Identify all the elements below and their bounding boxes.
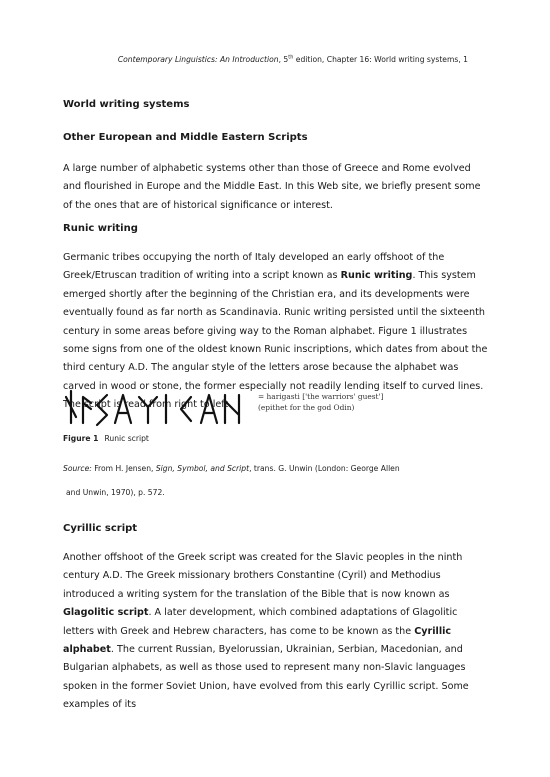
cyrillic-term: Cyrillic alphabet	[63, 625, 452, 656]
intro-paragraph-block	[63, 160, 488, 215]
figure-gloss	[258, 392, 383, 413]
figure-gloss-line1: = harigasti ['the warriors' guest']	[258, 392, 384, 401]
header-book-title: Contemporary Linguistics: An Introduction	[117, 55, 279, 64]
running-header: Contemporary Linguistics: An Introduction, 5th edition, Chapter 16: World writing systems, 1	[117, 54, 468, 64]
glagolitic-term: Glagolitic script	[63, 607, 149, 619]
runic-text-a: Germanic tribes occupying the north of Italy developed an early offshoot of the Greek/Etruscan tradition of writing into a script known as	[63, 252, 445, 282]
figure-source-line1	[63, 464, 400, 474]
runic-inscription-image	[65, 389, 250, 427]
source-text-a: From H. Jensen,	[91, 464, 156, 473]
page-title: World writing systems	[63, 99, 190, 110]
section-heading: Other European and Middle Eastern Scripts	[63, 132, 308, 143]
cyrillic-text-c: . The current Russian, Byelorussian, Ukrainian, Serbian, Macedonian, and Bulgarian alphabets, as well as those used to represent many non-Slavic languages spoken in the former Soviet Union, have evolved from this early Cyrillic script. Some examples of its	[63, 644, 469, 711]
cyrillic-heading: Cyrillic script	[63, 523, 138, 534]
source-book-title: Sign, Symbol, and Script	[155, 464, 250, 473]
header-edition-suffix: th	[288, 54, 294, 61]
runic-heading-block	[63, 222, 488, 236]
rune-8	[201, 395, 217, 423]
rune-4	[115, 395, 131, 423]
cyrillic-paragraph	[63, 549, 488, 715]
cyrillic-paragraph-block	[63, 549, 488, 715]
cyrillic-heading-block	[63, 522, 488, 536]
header-chapter: edition, Chapter 16: World writing systems, 1	[293, 55, 468, 64]
rune-5	[139, 397, 157, 423]
rune-2	[83, 397, 91, 423]
figure-label: Figure 1	[63, 434, 99, 443]
intro-paragraph: A large number of alphabetic systems other than those of Greece and Rome evolved and flourished in Europe and the Middle East. In this Web site, we briefly present some of the ones that are of historical significance or interest.	[63, 163, 481, 211]
title-block	[63, 98, 488, 112]
figure-source-line2: and Unwin, 1970), p. 572.	[66, 488, 165, 497]
runic-text-b: . This system emerged shortly after the beginning of the Christian era, and its developments were eventually found as far north as Scandinavia. Runic writing persisted until the sixteenth century in some areas before giving way to the Roman alphabet. Figure 1 illustrates some signs from one of the oldest known Runic inscriptions, which dates from about the third century A.D. The angular style of the letters arose because the alphabet was carved in wood or stone, the former especially not readily lending itself to curved lines. The script is read from right to left.	[63, 270, 488, 411]
figure-caption-text: Runic script	[104, 434, 149, 443]
figure-caption	[63, 434, 149, 444]
source-label: Source:	[63, 464, 92, 473]
runic-heading: Runic writing	[63, 223, 138, 234]
source-text-b: , trans. G. Unwin (London: George Allen	[249, 464, 400, 473]
figure-gloss-line2: (epithet for the god Odin)	[258, 402, 355, 412]
runic-term: Runic writing	[340, 270, 413, 282]
rune-1	[66, 391, 76, 423]
rune-9	[225, 395, 239, 423]
rune-7	[181, 397, 191, 421]
section-heading-block	[63, 131, 488, 145]
rune-3	[97, 395, 107, 425]
cyrillic-text-a: Another offshoot of the Greek script was created for the Slavic peoples in the ninth century A.D. The Greek missionary brothers Constantine (Cyril) and Methodius introduced a writing system for the translation of the Bible that is now known as	[63, 552, 463, 600]
cyrillic-text-b: . A later development, which combined adaptations of Glagolitic letters with Greek and Hebrew characters, has come to be known as the	[63, 607, 458, 637]
header-edition-number: 5	[283, 55, 289, 64]
